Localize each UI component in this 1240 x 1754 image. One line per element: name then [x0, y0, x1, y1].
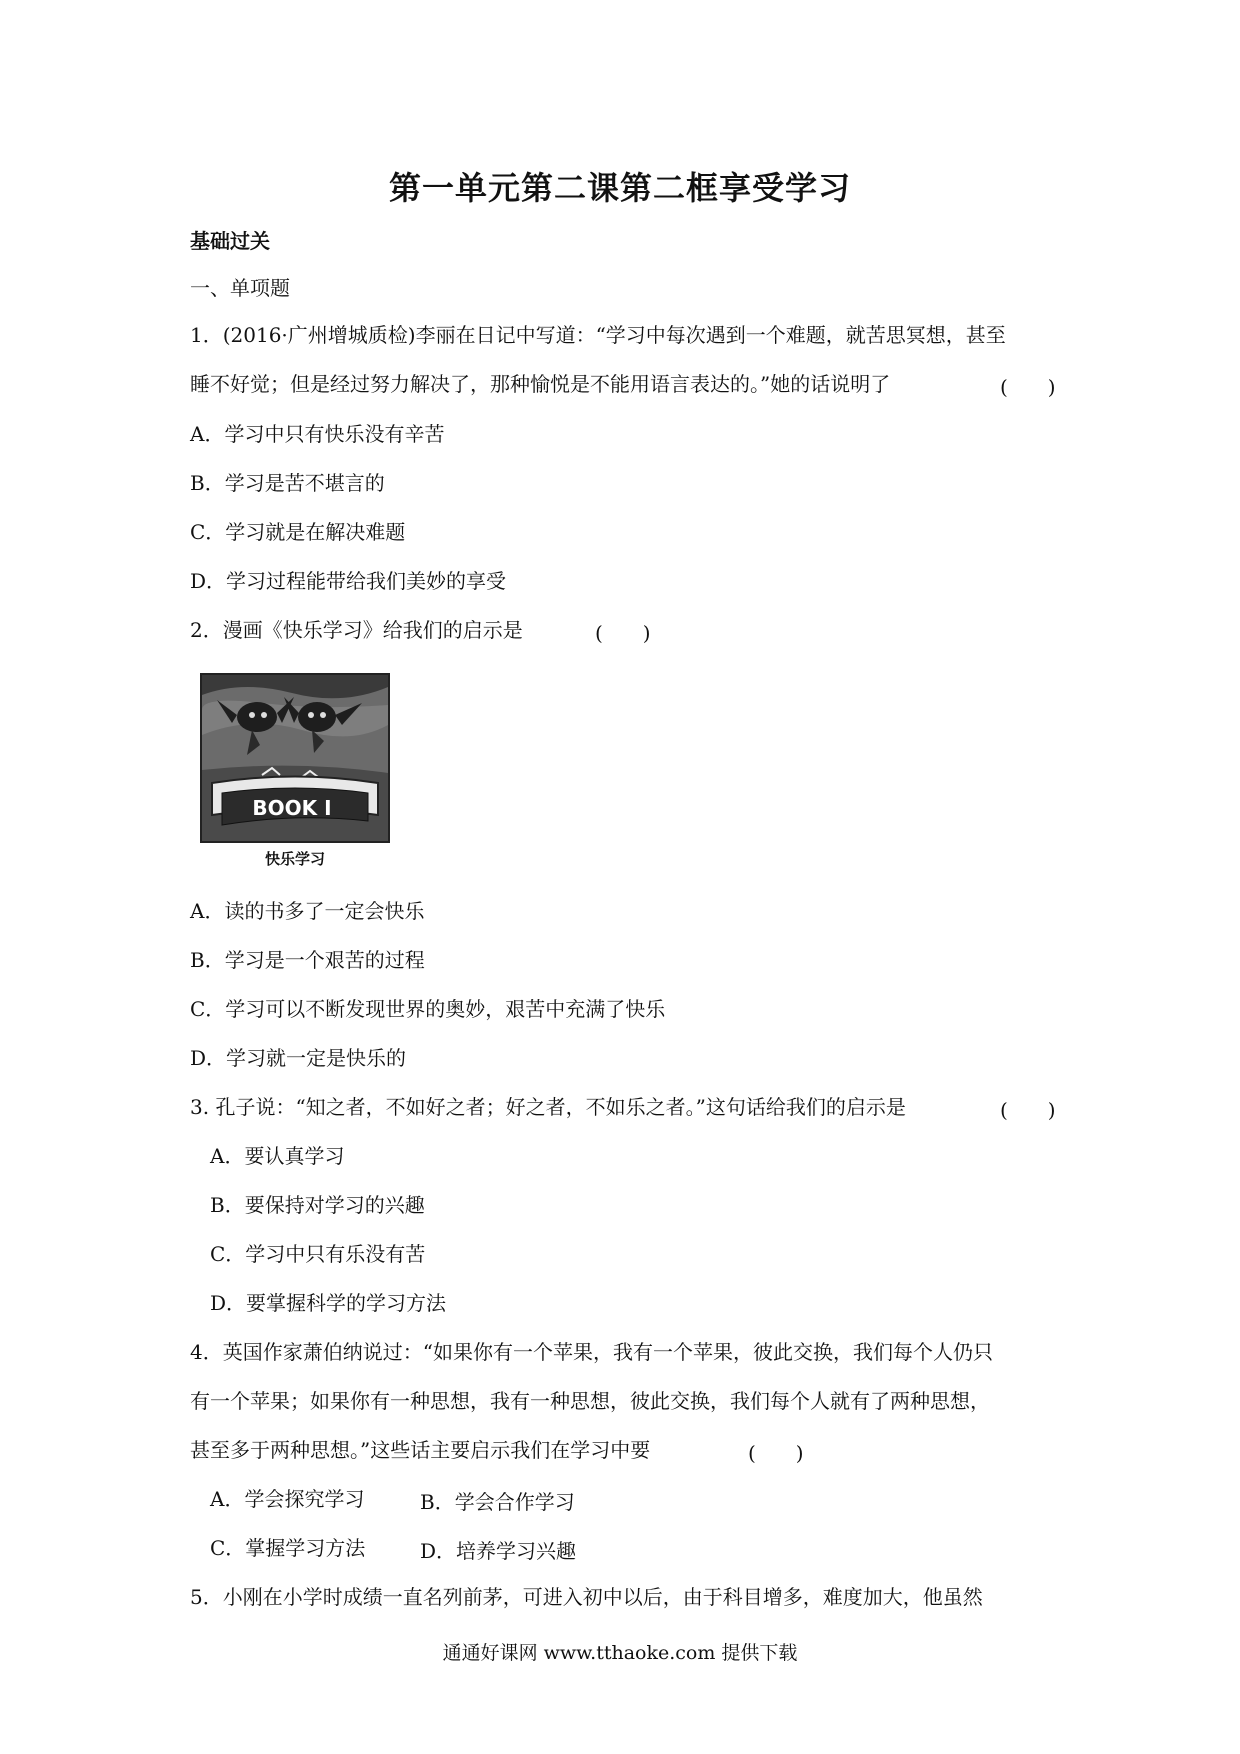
question-1-line-1: 1．(2016·广州增城质检)李丽在日记中写道：“学习中每次遇到一个难题，就苦思冥想，甚至 [190, 323, 1006, 347]
question-1-option-c: C．学习就是在解决难题 [190, 520, 406, 544]
question-1-line-2: 睡不好觉；但是经过努力解决了，那种愉悦是不能用语言表达的。”她的话说明了 [190, 372, 891, 396]
question-4-line-3: 甚至多于两种思想。”这些话主要启示我们在学习中要 [190, 1438, 651, 1462]
question-4-option-d: D．培养学习兴趣 [420, 1539, 577, 1563]
question-3-line-1: 3. 孔子说：“知之者，不如好之者；好之者，不如乐之者。”这句话给我们的启示是 [190, 1095, 906, 1119]
question-4-option-c: C．掌握学习方法 [210, 1536, 366, 1560]
question-3-option-d: D．要掌握科学的学习方法 [210, 1291, 447, 1315]
open-book [212, 777, 378, 826]
question-4-answer-blank: ( ) [748, 1441, 804, 1465]
question-3-option-b: B．要保持对学习的兴趣 [210, 1193, 425, 1217]
question-2-option-b: B．学习是一个艰苦的过程 [190, 948, 425, 972]
book-cover-text: BOOK I [252, 796, 332, 820]
comic-illustration [202, 675, 388, 841]
question-4-option-b: B．学会合作学习 [420, 1490, 575, 1514]
question-1-answer-blank: ( ) [1000, 375, 1056, 399]
question-2-option-c: C．学习可以不断发现世界的奥妙，艰苦中充满了快乐 [190, 997, 666, 1021]
question-5-line-1: 5．小刚在小学时成绩一直名列前茅，可进入初中以后，由于科目增多，难度加大，他虽然 [190, 1585, 983, 1609]
comic-caption: 快乐学习 [264, 850, 325, 868]
section-label: 基础过关 [190, 229, 270, 253]
comic-image [200, 673, 390, 843]
question-2-line-1: 2．漫画《快乐学习》给我们的启示是 [190, 618, 523, 642]
question-1-option-b: B．学习是苦不堪言的 [190, 471, 385, 495]
question-2-answer-blank: ( ) [595, 621, 651, 645]
question-2-option-d: D．学习就一定是快乐的 [190, 1046, 407, 1070]
question-3-option-a: A．要认真学习 [210, 1144, 345, 1168]
question-4-line-1: 4．英国作家萧伯纳说过：“如果你有一个苹果，我有一个苹果，彼此交换，我们每个人仍只 [190, 1340, 993, 1364]
question-1-option-d: D．学习过程能带给我们美妙的享受 [190, 569, 507, 593]
page-footer: 通通好课网 www.tthaoke.com 提供下载 [442, 1642, 798, 1664]
subsection-label: 一、单项题 [190, 276, 290, 300]
question-3-option-c: C．学习中只有乐没有苦 [210, 1242, 426, 1266]
page-title: 第一单元第二课第二框享受学习 [388, 169, 851, 207]
question-1-option-a: A．学习中只有快乐没有辛苦 [190, 422, 445, 446]
question-4-line-2: 有一个苹果；如果你有一种思想，我有一种思想，彼此交换，我们每个人就有了两种思想， [190, 1389, 990, 1413]
question-2-option-a: A．读的书多了一定会快乐 [190, 899, 425, 923]
question-4-option-a: A．学会探究学习 [210, 1487, 365, 1511]
question-3-answer-blank: ( ) [1000, 1098, 1056, 1122]
